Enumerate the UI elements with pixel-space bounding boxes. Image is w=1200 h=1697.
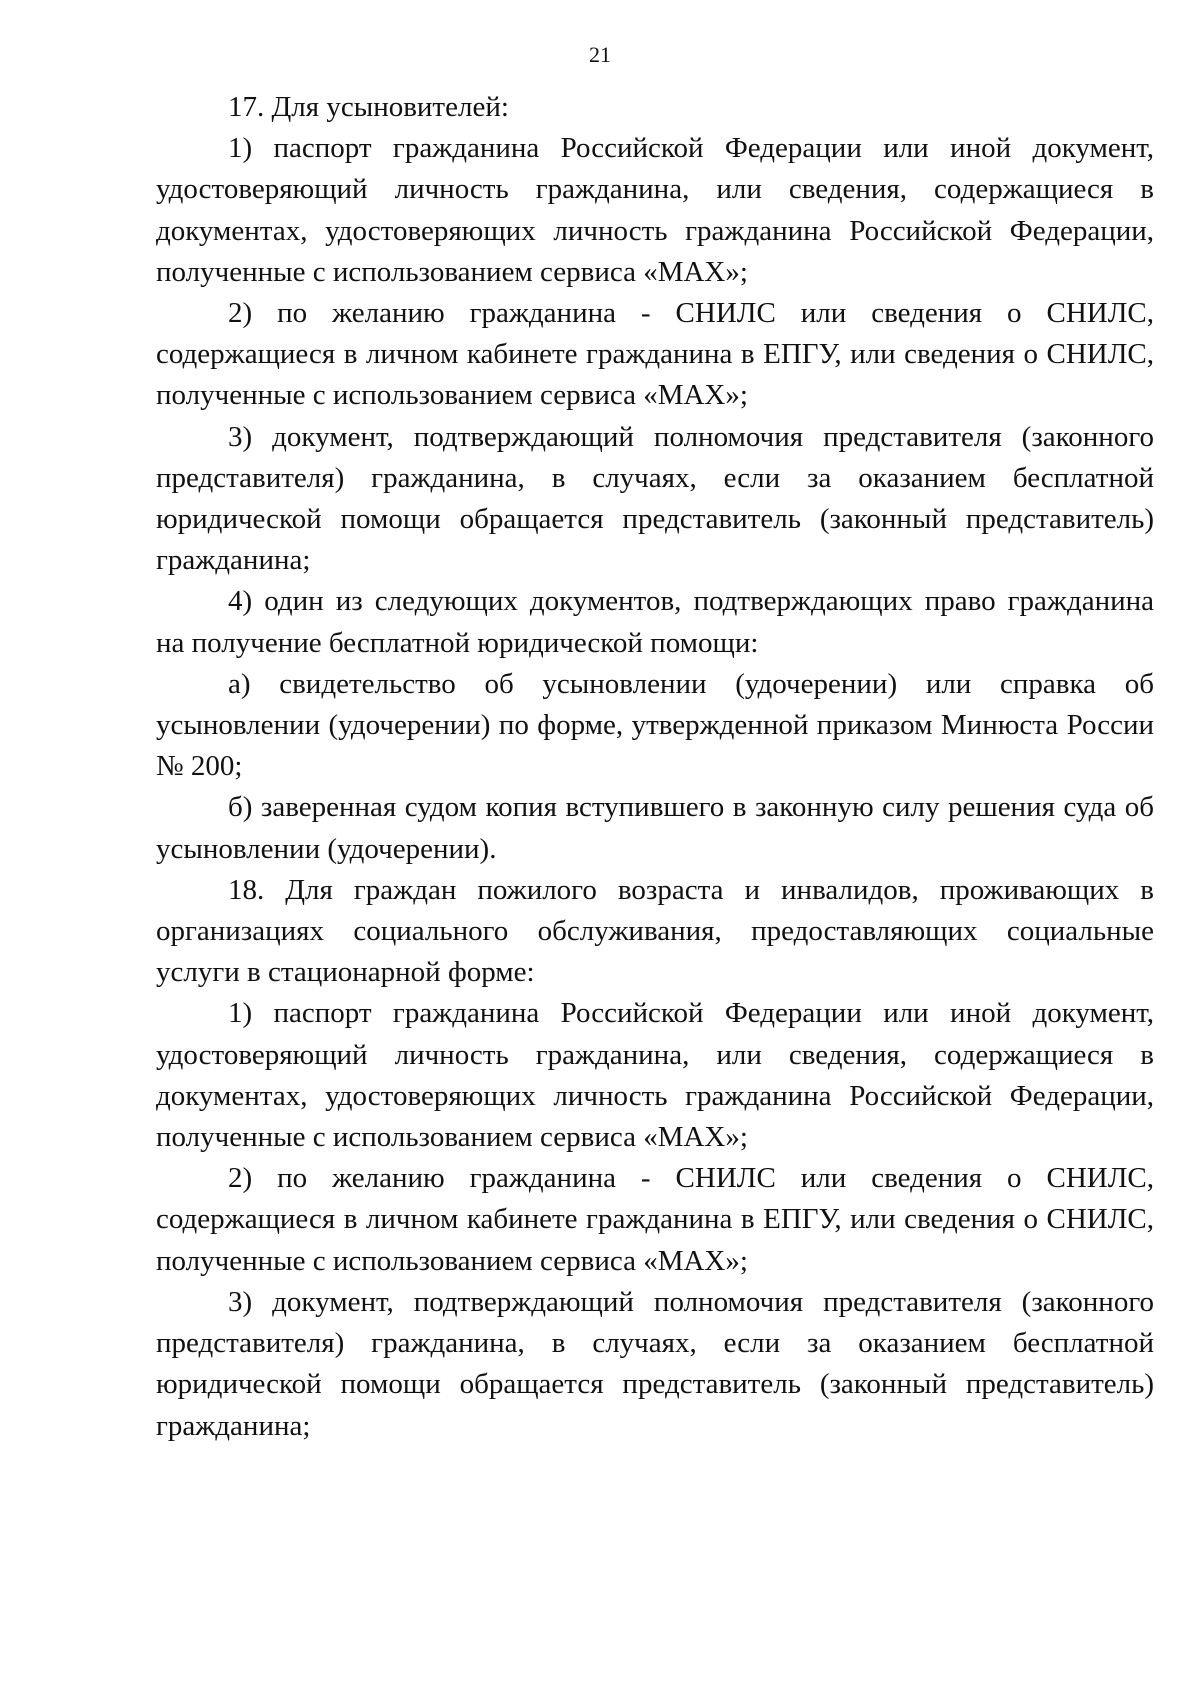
list-item-17-4: 4) один из следующих документов, подтверждающих право гражданина на получение бесплатной юридической помощи: (156, 585, 1154, 659)
list-item-17-1: 1) паспорт гражданина Российской Федерации или иной документ, удостоверяющий личность гражданина, или сведения, содержащиеся в документах, удостоверяющих личность гражданина Российской Федерации, полученные с использованием сервиса «MAX»; (156, 132, 1154, 288)
sub-item-17-4-a: а) свидетельство об усыновлении (удочерении) или справка об усыновлении (удочерении) по форме, утвержденной приказом Минюста России № 200; (156, 667, 1154, 783)
section-heading-17: 17. Для усыновителей: (228, 91, 509, 123)
list-item-17-2: 2) по желанию гражданина - СНИЛС или сведения о СНИЛС, содержащиеся в личном кабинете гражданина в ЕПГУ, или сведения о СНИЛС, полученные с использованием сервиса «MAX»; (156, 297, 1154, 412)
document-body (156, 87, 1154, 1447)
list-item-18-3: 3) документ, подтверждающий полномочия представителя (законного представителя) гражданина, в случаях, если за оказанием бесплатной юридической помощи обращается представитель (законный представитель) гражданина; (156, 1285, 1154, 1442)
sub-item-17-4-b: б) заверенная судом копия вступившего в законную силу решения суда об усыновлении (удочерении). (156, 791, 1154, 865)
list-item-18-1: 1) паспорт гражданина Российской Федерации или иной документ, удостоверяющий личность гражданина, или сведения, содержащиеся в документах, удостоверяющих личность гражданина Российской Федерации, полученные с использованием сервиса «MAX»; (156, 997, 1154, 1154)
section-heading-18: 18. Для граждан пожилого возраста и инвалидов, проживающих в организациях социального обслуживания, предоставляющих социальные услуги в стационарной форме: (156, 873, 1154, 989)
list-item-18-2: 2) по желанию гражданина - СНИЛС или сведения о СНИЛС, содержащиеся в личном кабинете гражданина в ЕПГУ, или сведения о СНИЛС, полученные с использованием сервиса «MAX»; (156, 1162, 1154, 1277)
list-item-17-3: 3) документ, подтверждающий полномочия представителя (законного представителя) гражданина, в случаях, если за оказанием бесплатной юридической помощи обращается представитель (законный представитель) гражданина; (156, 420, 1154, 577)
page-number: 21 (589, 42, 611, 67)
